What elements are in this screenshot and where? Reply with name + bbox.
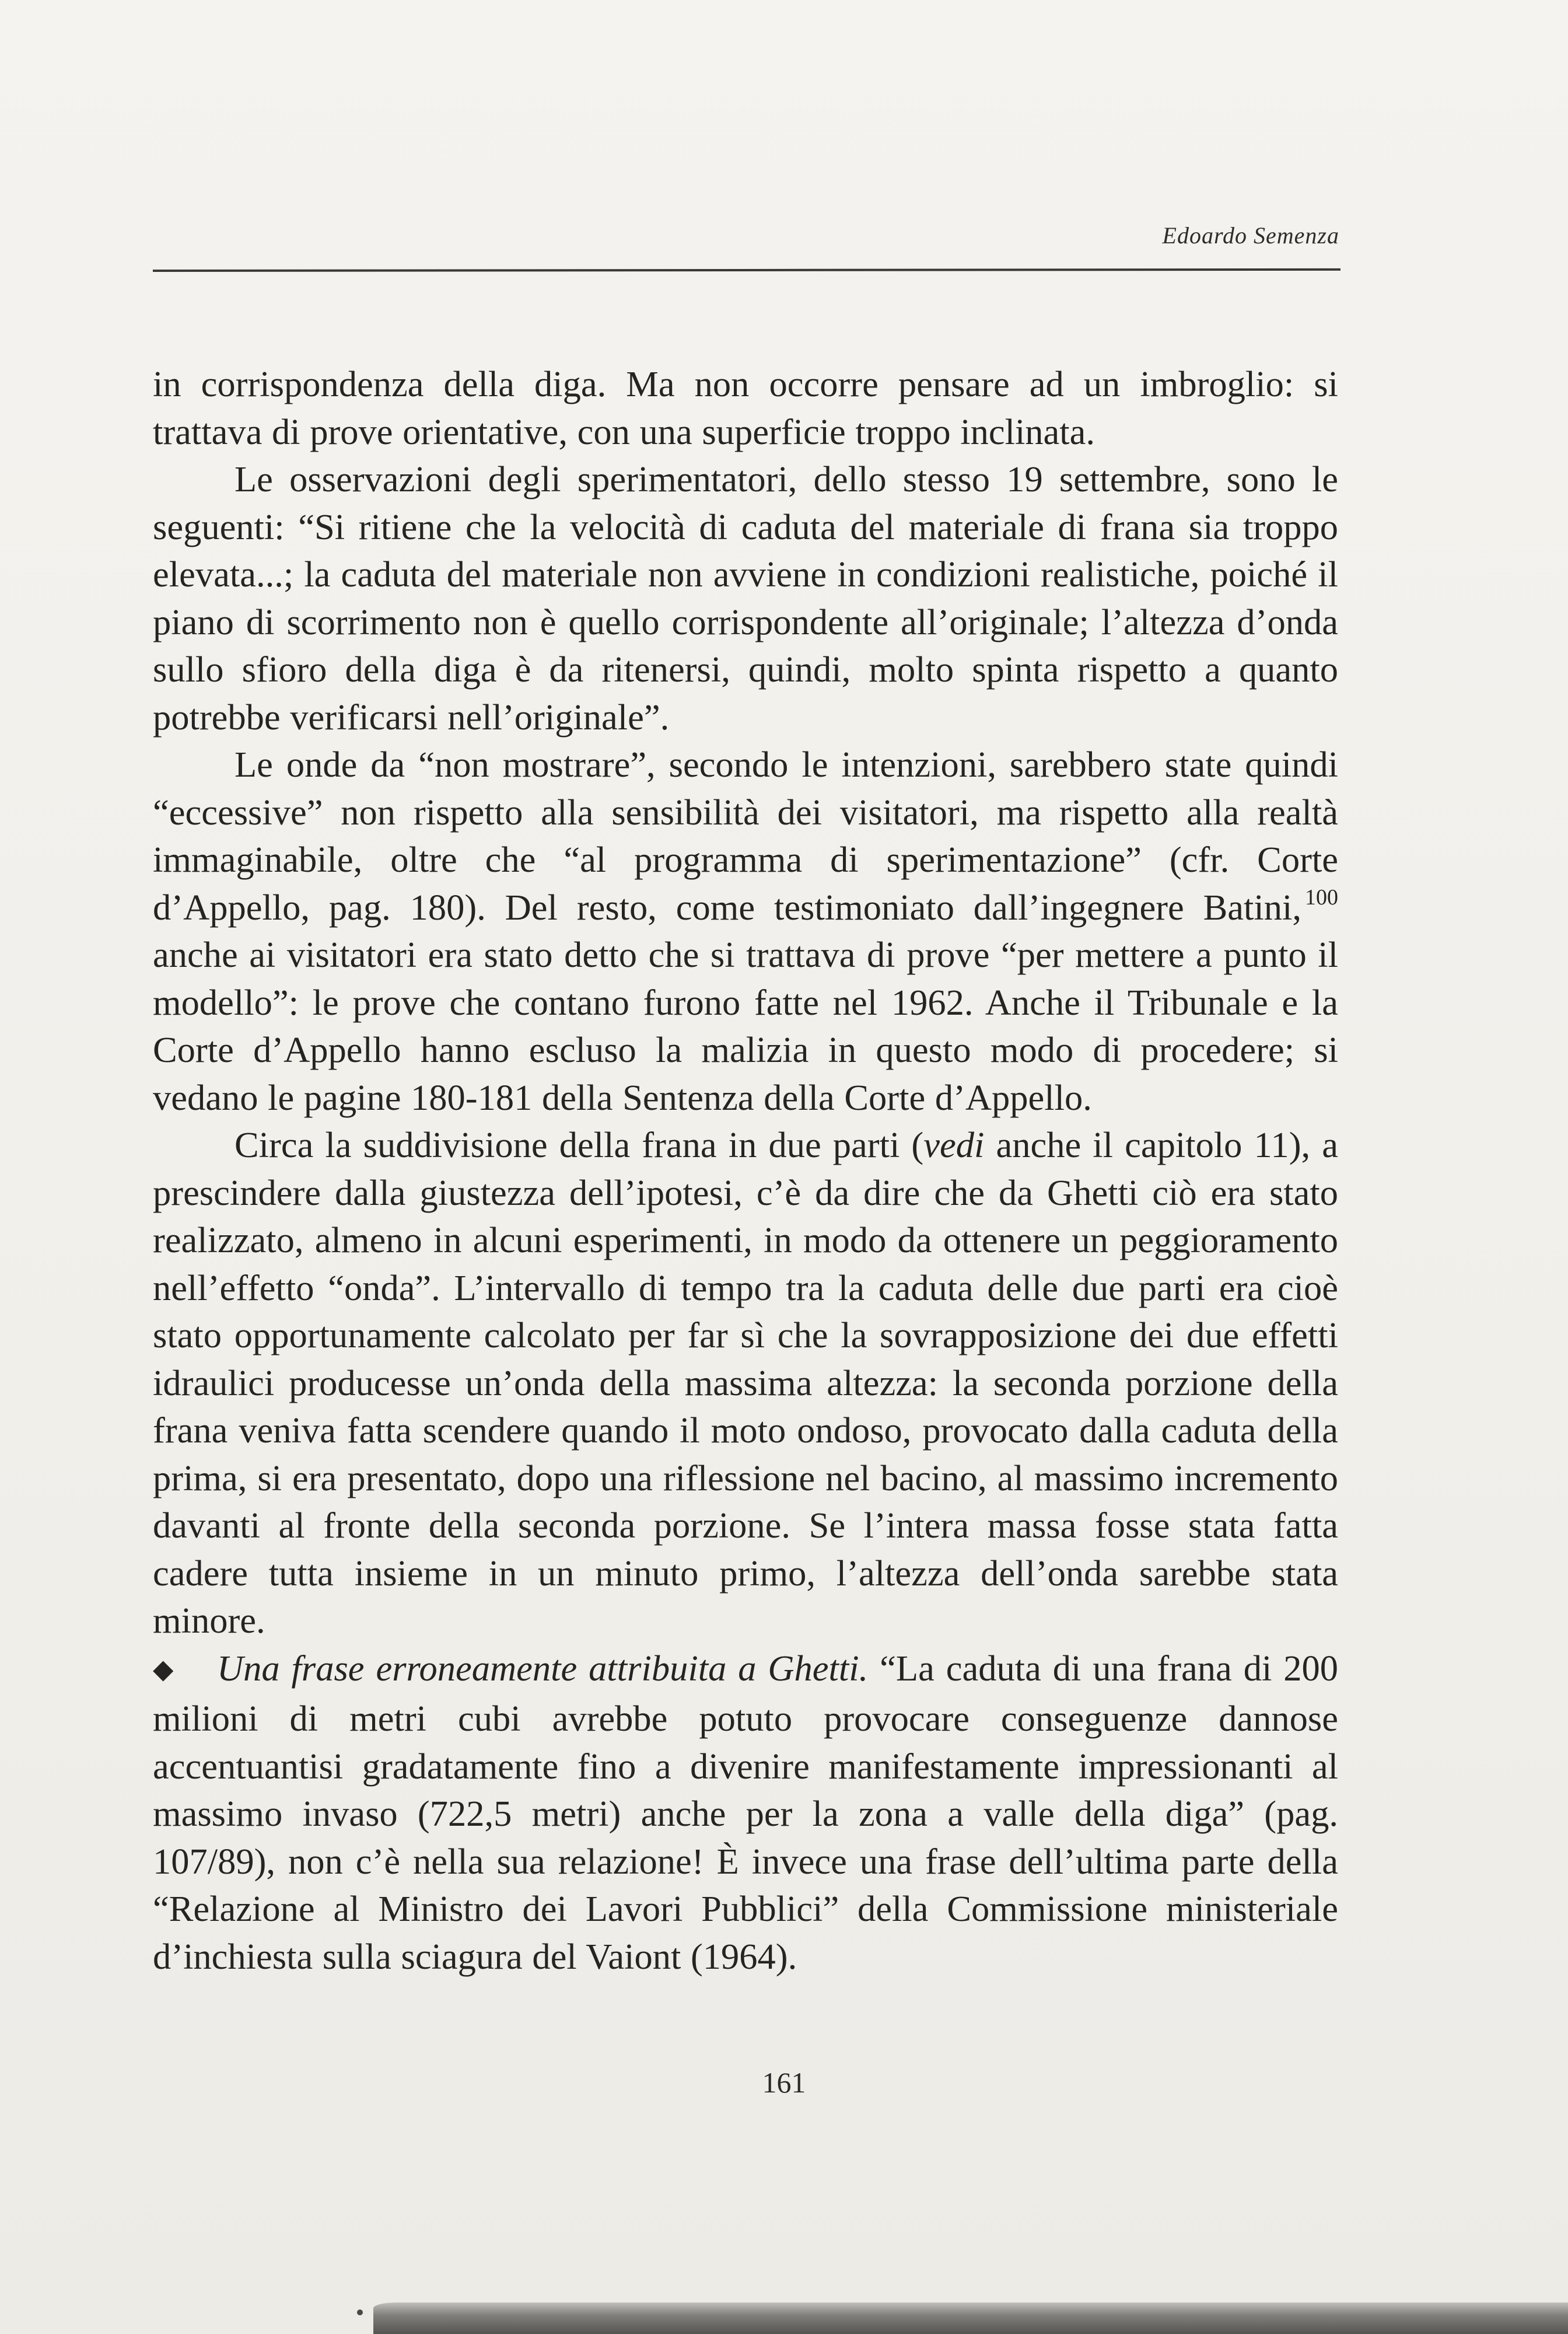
paragraph-3-text-a: Le onde da “non mostrare”, secondo le intenzioni, sarebbero state quindi “eccessive” non rispetto alla sensibilità dei visitatori, ma rispetto alla realtà immaginabile, oltre che “al programma di sperimentazione” (cfr. Corte d’Appello, pag. 180). Del resto, come testimoniato dall’ingegnere Batini,	[153, 744, 1338, 928]
paragraph-3	[153, 741, 1338, 1121]
paragraph-5-text: “La caduta di una frana di 200 milioni di metri cubi avrebbe potuto provocare conseguenze dannose accentuantisi gradatamente fino a divenire manifestamente impressionanti al massimo invaso (722,5 metri) anche per la zona a valle della diga” (pag. 107/89), non c’è nella sua relazione! È invece una frase dell’ultima parte della “Relazione al Ministro dei Lavori Pubblici” della Commissione ministeriale d’inchiesta sulla sciagura del Vaiont (1964).	[153, 1647, 1338, 1977]
section-heading-inline: Una frase erroneamente attribuita a Ghetti.	[217, 1647, 869, 1689]
paragraph-4	[153, 1121, 1338, 1645]
page-number: 161	[762, 2066, 806, 2099]
paragraph-4-emphasis: vedi	[923, 1124, 985, 1165]
body-text	[153, 361, 1338, 1980]
diamond-bullet-icon: ◆	[153, 1654, 174, 1684]
footnote-reference: 100	[1305, 885, 1338, 910]
running-head: Edoardo Semenza	[1162, 222, 1339, 249]
paragraph-3-text-b: anche ai visitatori era stato detto che si trattava di prove “per mettere a punto il modello”: le prove che contano furono fatte nel 1962. Anche il Tribunale e la Corte d’Appello hanno escluso la malizia in questo modo di procedere; si vedano le pagine 180-181 della Sentenza della Corte d’Appello.	[153, 934, 1338, 1118]
paragraph-4-text-a: Circa la suddivisione della frana in due parti (	[235, 1124, 924, 1165]
paragraph-5	[153, 1645, 1338, 1981]
header-rule	[153, 268, 1340, 272]
scan-edge-shadow	[373, 2302, 1568, 2334]
paragraph-1: in corrispondenza della diga. Ma non occorre pensare ad un imbroglio: si trattava di prove orientative, con una superficie troppo inclinata.	[153, 364, 1338, 452]
scan-artifact-dot	[357, 2309, 363, 2315]
paragraph-4-text-b: anche il capitolo 11), a prescindere dalla giustezza dell’ipotesi, c’è da dire che da Ghetti ciò era stato realizzato, almeno in alcuni esperimenti, in modo da ottenere un peggioramento nell’effetto “onda”. L’intervallo di tempo tra la caduta delle due parti era cioè stato opportunamente calcolato per far sì che la sovrapposizione dei due effetti idraulici producesse un’onda della massima altezza: la seconda porzione della frana veniva fatta scendere quando il moto ondoso, provocato dalla caduta della prima, si era presentato, dopo una riflessione nel bacino, al massimo incremento davanti al fronte della seconda porzione. Se l’intera massa fosse stata fatta cadere tutta insieme in un minuto primo, l’altezza dell’onda sarebbe stata minore.	[153, 1124, 1338, 1641]
paragraph-2: Le osservazioni degli sperimentatori, dello stesso 19 settembre, sono le seguenti: “Si ritiene che la velocità di caduta del materiale di frana sia troppo elevata...; la caduta del materiale non avviene in condizioni realistiche, poiché il piano di scorrimento non è quello corrispondente all’originale; l’altezza d’onda sullo sfioro della diga è da ritenersi, quindi, molto spinta rispetto a quanto potrebbe verificarsi nell’originale”.	[153, 459, 1338, 738]
